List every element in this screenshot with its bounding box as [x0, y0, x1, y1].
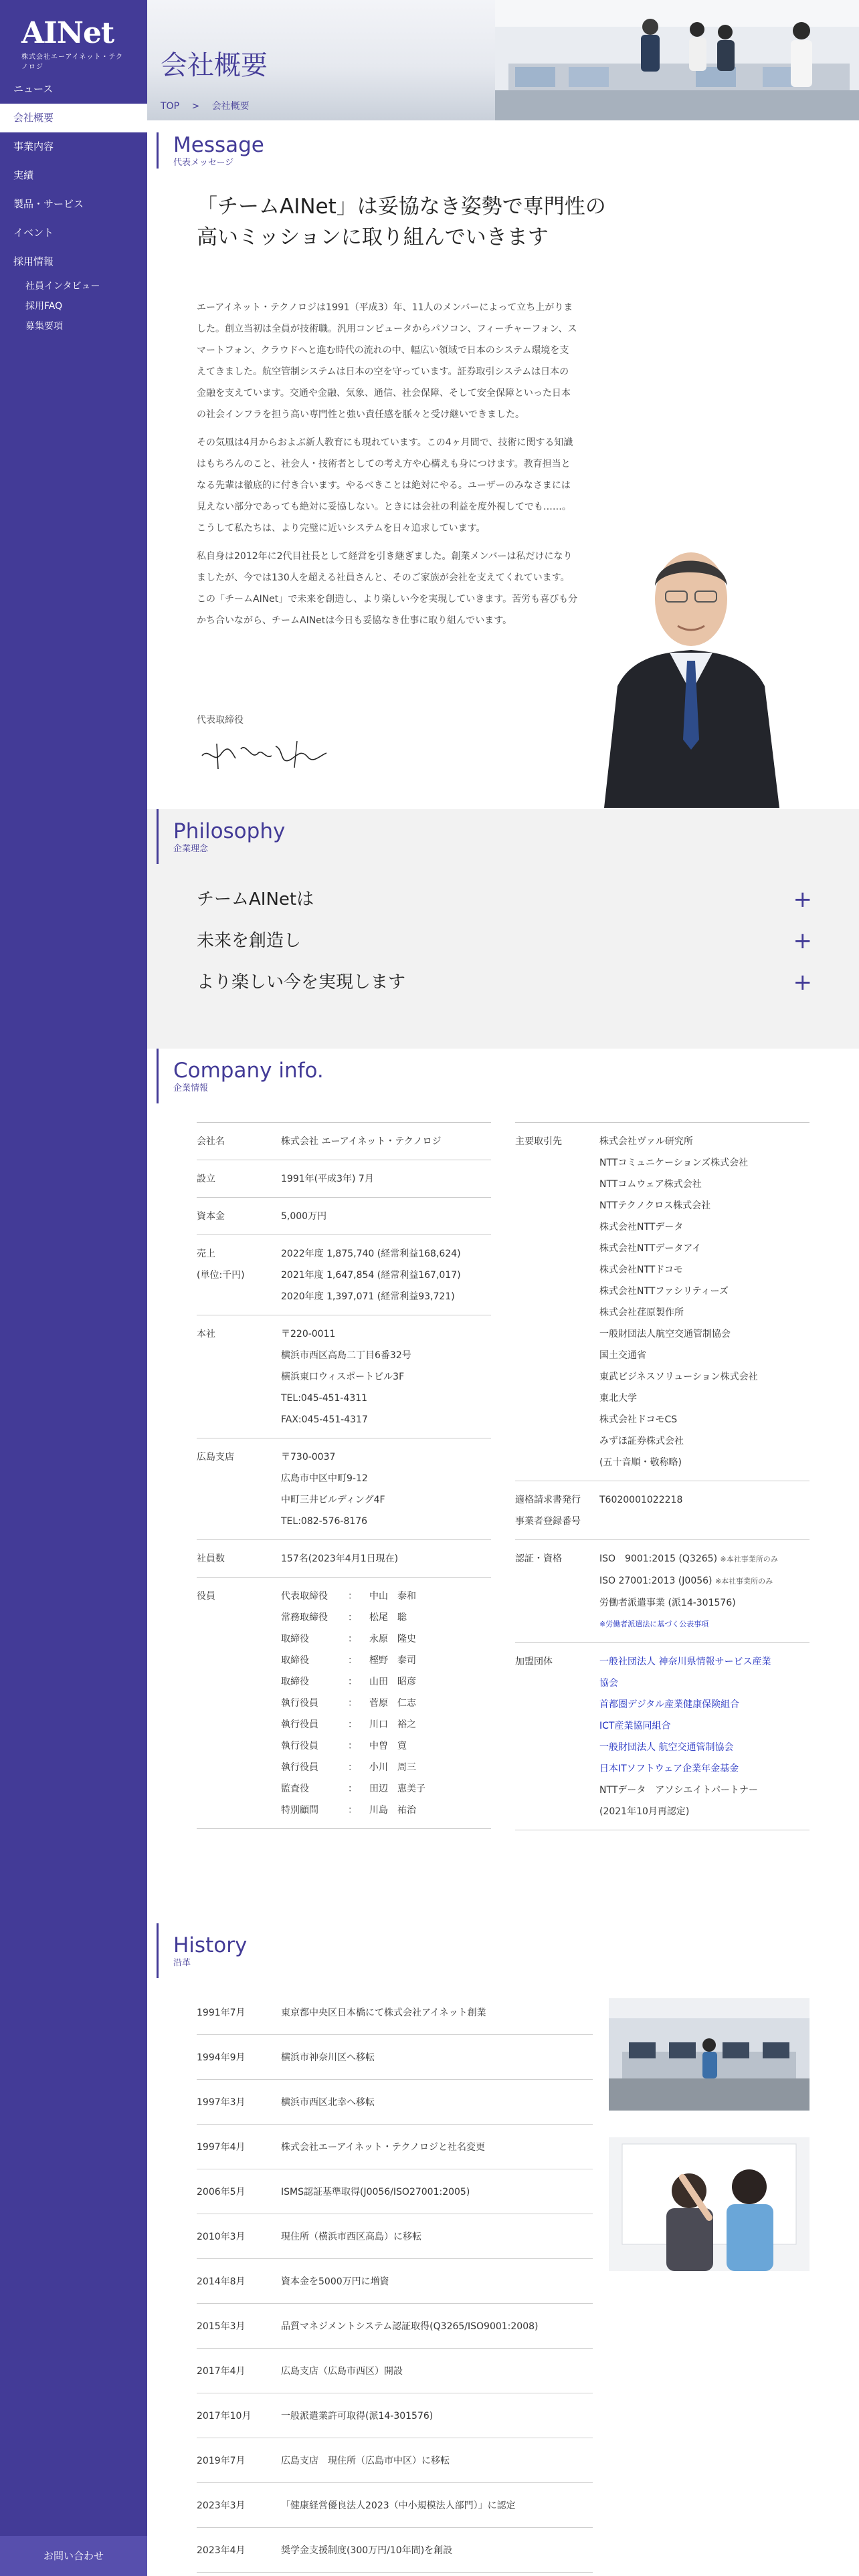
officer-row: [281, 1778, 425, 1800]
officer-name: 中山 泰和: [369, 1591, 416, 1602]
history-date: 1997年3月: [197, 2097, 246, 2108]
officer-name: 菅原 仁志: [369, 1698, 416, 1709]
history-date: 2023年4月: [197, 2545, 246, 2556]
client-item: 東北大学: [599, 1393, 637, 1404]
officer-row: [281, 1607, 425, 1628]
officer-row: [281, 1650, 425, 1671]
info-row-employees: [197, 1540, 491, 1578]
sidebar: [0, 0, 147, 2576]
nav-item-products[interactable]: 製品・サービス: [13, 198, 84, 210]
history-date: 2017年10月: [197, 2411, 252, 2422]
history-text: 株式会社エーアイネット・テクノロジと社名変更: [281, 2142, 486, 2153]
info-label: 認証・資格: [515, 1553, 562, 1564]
officer-colon: ：: [348, 1634, 357, 1644]
sales-line: 2020年度 1,397,071 (経常利益93,721): [281, 1291, 455, 1302]
nav-item-business[interactable]: 事業内容: [13, 140, 54, 152]
info-value: 5,000万円: [281, 1211, 327, 1222]
info-label: 資本金: [197, 1211, 225, 1222]
section-title-en: Philosophy: [173, 819, 286, 843]
info-label: [515, 1489, 599, 1532]
info-label-line: 売上: [197, 1249, 215, 1259]
logo-subtext: 株式会社エーアイネット・テクノロジ: [21, 53, 124, 71]
history-text: 広島支店（広島市西区）開設: [281, 2366, 403, 2377]
section-title-jp: 代表メッセージ: [173, 158, 234, 168]
breadcrumb-current: 会社概要: [211, 101, 250, 112]
info-value: [281, 1323, 411, 1430]
officer-colon: ：: [348, 1612, 357, 1623]
officer-colon: ：: [348, 1719, 357, 1730]
history-date: 2019年7月: [197, 2456, 246, 2466]
cert-item: [599, 1548, 778, 1570]
history-row: [197, 2035, 593, 2080]
history-row: [197, 2125, 593, 2169]
client-item: NTTコミュニケーションズ株式会社: [599, 1158, 749, 1168]
history-row: [197, 2483, 593, 2528]
signature-label: 代表取締役: [197, 715, 244, 726]
officer-title: 特別顧問: [281, 1805, 318, 1816]
client-item: 株式会社NTTファシリティーズ: [599, 1286, 729, 1297]
info-value: [281, 1446, 385, 1532]
officer-title: 常務取締役: [281, 1612, 328, 1623]
officer-title: 取締役: [281, 1655, 309, 1666]
info-label: 設立: [197, 1174, 215, 1184]
history-row: [197, 2214, 593, 2259]
history-section: [147, 1923, 859, 2576]
officer-name: 田辺 恵美子: [369, 1784, 425, 1794]
memberships-list: [599, 1651, 780, 1822]
info-label: 加盟団体: [515, 1656, 553, 1667]
page-title: 会社概要: [161, 50, 268, 81]
company-info-left: [197, 1122, 491, 1829]
client-item: 株式会社NTTドコモ: [599, 1265, 683, 1275]
nav-item-news[interactable]: ニュース: [13, 83, 54, 95]
history-date: 2010年3月: [197, 2232, 246, 2242]
cert-text: ISO 9001:2015 (Q3265): [599, 1553, 718, 1564]
history-row: [197, 2528, 593, 2573]
header-office-photo: [495, 0, 859, 120]
info-row-capital: [197, 1198, 491, 1235]
info-label-line: 適格請求書発行: [515, 1495, 581, 1505]
philosophy-item-text: より楽しい今を実現します: [197, 972, 406, 992]
client-item: 株式会社荏原製作所: [599, 1307, 684, 1318]
history-office-photo: [609, 1998, 809, 2111]
message-paragraph: 私自身は2012年に2代目社長として経営を引き継ぎました。創業メンバーは私だけになりましたが、今では130人を超える社員さんと、そのご家族が会社を支えてくれています。この「チームAINet」で未来を創造し、より楽しい今を実現していきます。苦労も喜びも分かち合いながら、チームAINetは今日も妥協なき仕事に取り組んでいます。: [197, 551, 578, 626]
main-nav: [0, 75, 147, 336]
info-label: 本社: [197, 1329, 215, 1339]
history-text: 横浜市西区北幸へ移転: [281, 2097, 375, 2108]
officer-name: 松尾 聡: [369, 1612, 407, 1623]
section-title-en: History: [173, 1933, 248, 1957]
section-title-jp: 企業理念: [173, 844, 209, 854]
company-heading: [157, 1049, 324, 1103]
info-label-line: 事業者登録番号: [515, 1516, 581, 1527]
info-label: 広島支店: [197, 1452, 234, 1463]
officer-name: 中曽 寛: [369, 1741, 407, 1751]
address-line: 〒220-0011: [281, 1329, 336, 1339]
officer-title: 代表取締役: [281, 1591, 328, 1602]
officer-row: [281, 1714, 425, 1735]
message-heading: [157, 132, 264, 169]
plus-icon[interactable]: +: [793, 928, 812, 954]
officer-name: 樫野 泰司: [369, 1655, 416, 1666]
officer-title: 執行役員: [281, 1741, 318, 1751]
history-row: [197, 2438, 593, 2483]
info-row-established: [197, 1160, 491, 1198]
officer-name: 川口 裕之: [369, 1719, 416, 1730]
cert-note: ※本社事業所のみ: [720, 1555, 778, 1564]
message-paragraph: エーアイネット・テクノロジは1991（平成3）年、11人のメンバーによって立ち上がりました。創立当初は全員が技術職。汎用コンピュータからパソコン、フィーチャーフォン、スマートフォン、クラウドへと進む時代の流れの中、幅広い領域で日本のシステム環境を支えてきました。航空管制システムは日本の空を守っています。証券取引システムは日本の金融を支えています。交通や金融、気象、通信、社会保障、そして安全保障といった日本の社会インフラを担う高い専門性と強い責任感を脈々と受け継いできました。: [197, 302, 577, 420]
info-label: 社員数: [197, 1553, 225, 1564]
history-row: [197, 2349, 593, 2393]
membership-item: NTTデータ アソシエイトパートナー: [599, 1785, 759, 1796]
officer-colon: ：: [348, 1762, 357, 1773]
history-text: 広島支店 現住所（広島市中区）に移転: [281, 2456, 450, 2466]
officers-list: [281, 1586, 425, 1821]
client-item: NTTテクノクロス株式会社: [599, 1200, 711, 1211]
info-label: 役員: [197, 1591, 215, 1602]
info-value: T6020001022218: [599, 1495, 683, 1505]
clients-list: [599, 1131, 758, 1473]
cert-text: ISO 27001:2013 (J0056): [599, 1576, 712, 1586]
membership-link[interactable]: 日本ITソフトウェア企業年金基金: [599, 1763, 739, 1774]
info-label: 会社名: [197, 1136, 225, 1147]
officer-title: 執行役員: [281, 1762, 318, 1773]
plus-icon[interactable]: +: [793, 886, 812, 913]
membership-link[interactable]: 首都圏デジタル産業健康保険組合: [599, 1699, 740, 1710]
breadcrumb: [161, 99, 259, 112]
membership-link[interactable]: 一般社団法人 神奈川県情報サービス産業協会: [599, 1656, 771, 1689]
info-value: 1991年(平成3年) 7月: [281, 1174, 374, 1184]
officer-colon: ：: [348, 1805, 357, 1816]
info-row-sales: [197, 1235, 491, 1315]
history-row: [197, 1990, 593, 2035]
client-item: NTTコムウェア株式会社: [599, 1179, 702, 1190]
philosophy-item[interactable]: [197, 962, 812, 1003]
history-row: [197, 2169, 593, 2214]
message-title: 「チームAINet」は妥協なき姿勢で専門性の高いミッションに取り組んでいきます: [197, 195, 606, 249]
section-title-jp: 沿革: [173, 1958, 191, 1968]
info-row-officers: [197, 1578, 491, 1829]
philosophy-item[interactable]: [197, 879, 812, 920]
history-text: 「健康経営優良法人2023（中小規模法人部門）」に認定: [281, 2500, 516, 2511]
officer-name: 山田 昭彦: [369, 1677, 416, 1687]
history-date: 2017年4月: [197, 2366, 246, 2377]
officer-row: [281, 1693, 425, 1714]
section-title-en: Company info.: [173, 1059, 324, 1083]
officer-row: [281, 1671, 425, 1693]
client-item: 株式会社ドコモCS: [599, 1414, 678, 1425]
philosophy-section: [147, 809, 859, 1049]
officer-row: [281, 1735, 425, 1757]
history-text: 資本金を5000万円に増資: [281, 2276, 389, 2287]
history-date: 1997年4月: [197, 2142, 246, 2153]
info-value: 157名(2023年4月1日現在): [281, 1553, 399, 1564]
page-header: [147, 0, 859, 120]
history-text: 横浜市神奈川区へ移転: [281, 2052, 375, 2063]
message-section: [147, 120, 859, 809]
message-body: [197, 297, 578, 638]
sales-line: 2021年度 1,647,854 (経常利益167,017): [281, 1270, 461, 1281]
history-team-photo: [609, 2137, 809, 2271]
history-row: [197, 2304, 593, 2349]
officer-row: [281, 1800, 425, 1821]
signature-image: [197, 729, 330, 776]
officer-name: 川島 祐治: [369, 1805, 416, 1816]
history-text: ISMS認証基準取得(J0056/ISO27001:2005): [281, 2187, 470, 2197]
officer-colon: ：: [348, 1698, 357, 1709]
client-note: (五十音順・敬称略): [599, 1457, 682, 1468]
address-line: 〒730-0037: [281, 1452, 336, 1463]
section-title-jp: 企業情報: [173, 1083, 209, 1093]
history-date: 2015年3月: [197, 2321, 246, 2332]
info-row-memberships: [515, 1643, 809, 1830]
section-title-en: Message: [173, 133, 264, 157]
info-label: [197, 1243, 281, 1307]
officer-colon: ：: [348, 1784, 357, 1794]
officer-name: 永原 隆史: [369, 1634, 416, 1644]
client-item: 国土交通省: [599, 1350, 646, 1361]
address-line: 横浜東口ウィスポートビル3F: [281, 1372, 405, 1382]
history-row: [197, 2259, 593, 2304]
nav-item-recruit[interactable]: 採用情報: [13, 255, 54, 267]
dispatch-disclosure-link[interactable]: ※労働者派遣法に基づく公表事項: [599, 1620, 709, 1628]
address-line: 中町三井ビルディング4F: [281, 1495, 385, 1505]
client-item: みずほ証券株式会社: [599, 1436, 684, 1446]
certifications-list: [599, 1548, 778, 1635]
info-row-certifications: [515, 1540, 809, 1643]
history-text: 一般派遣業許可取得(派14-301576): [281, 2411, 434, 2422]
officer-colon: ：: [348, 1677, 357, 1687]
nav-sub-faq[interactable]: 採用FAQ: [25, 301, 63, 312]
address-line: 横浜市西区高島二丁目6番32号: [281, 1350, 411, 1361]
fax-line: FAX:045-451-4317: [281, 1414, 368, 1425]
officer-title: 取締役: [281, 1634, 309, 1644]
nav-sub-jobs[interactable]: 募集要項: [25, 321, 63, 332]
officer-colon: ：: [348, 1655, 357, 1666]
info-label-line: (単位:千円): [197, 1270, 245, 1281]
officer-name: 小川 周三: [369, 1762, 416, 1773]
phone-line: TEL:045-451-4311: [281, 1393, 368, 1404]
history-text: 東京都中央区日本橋にて株式会社アイネット創業: [281, 2008, 486, 2018]
nav-item-achievements[interactable]: 実績: [13, 169, 34, 181]
message-paragraph: その気風は4月からおよぶ新人教育にも現れています。この4ヶ月間で、技術に関する知識はもちろんのこと、社会人・技術者としての考え方や心構えも身につけます。教育担当となる先輩は徹底的に付き合います。やるべきことは絶対にやる。ユーザーのみなさまには見えない部分であっても絶対に妥協しない。ときには会社の利益を度外視してでも……。こうして私たちは、より完璧に近いシステムを日々追求しています。: [197, 437, 573, 534]
logo-text: AINet: [21, 16, 114, 50]
officer-row: [281, 1757, 425, 1778]
ceo-portrait: [591, 519, 791, 808]
membership-link[interactable]: ICT産業協同組合: [599, 1721, 671, 1731]
info-row-invoice: [515, 1481, 809, 1540]
company-info-right: [515, 1122, 809, 1830]
address-line: 広島市中区中町9-12: [281, 1473, 368, 1484]
nav-item-company[interactable]: 会社概要: [0, 104, 147, 132]
philosophy-list: [197, 879, 812, 1003]
officer-title: 監査役: [281, 1784, 309, 1794]
philosophy-heading: [157, 809, 285, 864]
logo[interactable]: [21, 17, 128, 71]
company-info-section: [147, 1049, 859, 1923]
history-date: 2014年8月: [197, 2276, 246, 2287]
history-text: 現住所（横浜市西区高島）に移転: [281, 2232, 421, 2242]
contact-button[interactable]: お問い合わせ: [0, 2536, 147, 2576]
breadcrumb-top[interactable]: TOP: [161, 101, 180, 112]
client-item: 株式会社ヴァル研究所: [599, 1136, 693, 1147]
info-row-clients: [515, 1123, 809, 1481]
info-value: [281, 1243, 461, 1307]
philosophy-item-text: 未来を創造し: [197, 931, 302, 951]
history-date: 2006年5月: [197, 2187, 246, 2197]
philosophy-item[interactable]: [197, 920, 812, 962]
client-item: 株式会社NTTデータアイ: [599, 1243, 702, 1254]
membership-link[interactable]: 一般財団法人 航空交通管制協会: [599, 1742, 734, 1753]
info-value: 株式会社 エーアイネット・テクノロジ: [281, 1136, 442, 1147]
history-date: 2023年3月: [197, 2500, 246, 2511]
history-row: [197, 2080, 593, 2125]
client-item: 株式会社NTTデータ: [599, 1222, 684, 1232]
officer-row: [281, 1628, 425, 1650]
client-item: 東武ビジネスソリューション株式会社: [599, 1372, 758, 1382]
breadcrumb-separator: >: [191, 101, 200, 112]
officer-title: 執行役員: [281, 1698, 318, 1709]
info-row-headquarters: [197, 1315, 491, 1438]
history-list: [197, 1990, 593, 2573]
history-heading: [157, 1923, 247, 1978]
philosophy-item-text: チームAINetは: [197, 889, 314, 909]
cert-text: 労働者派遣事業 (派14-301576): [599, 1598, 736, 1608]
phone-line: TEL:082-576-8176: [281, 1516, 368, 1527]
client-item: 一般財団法人航空交通管制協会: [599, 1329, 731, 1339]
membership-note: (2021年10月再認定): [599, 1806, 690, 1817]
history-text: 品質マネジメントシステム認証取得(Q3265/ISO9001:2008): [281, 2321, 539, 2332]
cert-note: ※本社事業所のみ: [714, 1577, 773, 1586]
cert-item: [599, 1592, 778, 1614]
info-label: 主要取引先: [515, 1136, 562, 1147]
officer-colon: ：: [348, 1591, 357, 1602]
info-row-hiroshima: [197, 1438, 491, 1540]
plus-icon[interactable]: +: [793, 969, 812, 996]
history-text: 奨学金支援制度(300万円/10年間)を創設: [281, 2545, 453, 2556]
officer-colon: ：: [348, 1741, 357, 1751]
officer-row: [281, 1586, 425, 1607]
sales-line: 2022年度 1,875,740 (経常利益168,624): [281, 1249, 461, 1259]
officer-title: 執行役員: [281, 1719, 318, 1730]
info-row-name: [197, 1123, 491, 1160]
history-date: 1994年9月: [197, 2052, 246, 2063]
officer-title: 取締役: [281, 1677, 309, 1687]
history-date: 1991年7月: [197, 2008, 246, 2018]
cert-item: [599, 1570, 778, 1592]
nav-sub-interview[interactable]: 社員インタビュー: [25, 281, 100, 292]
history-row: [197, 2393, 593, 2438]
nav-item-events[interactable]: イベント: [13, 227, 54, 239]
